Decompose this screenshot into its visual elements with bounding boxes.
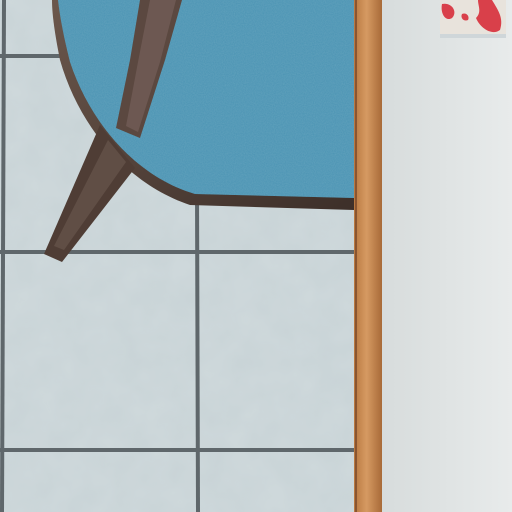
wooden-door-frame [354, 0, 382, 512]
white-wall [382, 0, 512, 512]
patterned-fabric-corner [440, 0, 506, 38]
